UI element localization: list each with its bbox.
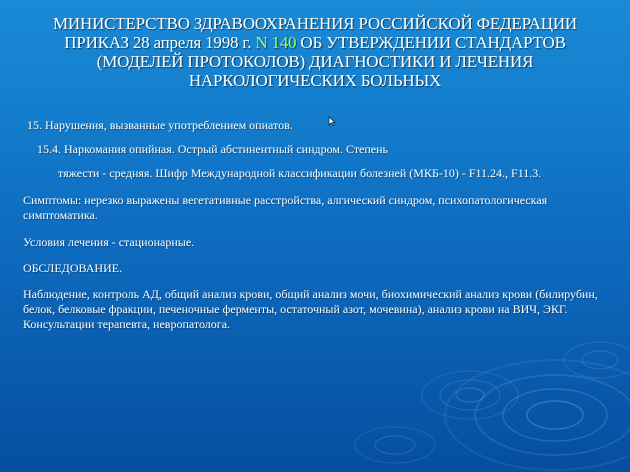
paragraph-examination-details: Наблюдение, контроль АД, общий анализ крови, общий анализ мочи, биохимический анализ крови (билирубин, белок, белковые фракции, печеночные ферменты, остаточный азот, мочевина), анализ крови на ВИЧ, ЭКГ. Консультации терапевта, невропатолога. — [23, 287, 598, 331]
paragraph-section-15-4: 15.4. Наркомания опийная. Острый абстинентный синдром. Степень — [37, 142, 389, 156]
order-number: N 140 — [255, 33, 297, 52]
title-text-start: МИНИСТЕРСТВО ЗДРАВООХРАНЕНИЯ РОССИЙСКОЙ ФЕДЕРАЦИИ ПРИКАЗ 28 апреля 1998 г. — [53, 14, 577, 52]
paragraph-examination-heading: ОБСЛЕДОВАНИЕ. — [23, 261, 123, 275]
paragraph-treatment-conditions: Условия лечения - стационарные. — [23, 235, 195, 249]
paragraph-section-15: 15. Нарушения, вызванные употреблением опиатов. — [27, 118, 293, 132]
paragraph-severity: тяжести - средняя. Шифр Международной классификации болезней (МКБ-10) - F11.24., F11.3. — [58, 166, 542, 180]
mouse-cursor-icon — [328, 116, 336, 126]
title-text-end: ОБ УТВЕРЖДЕНИИ СТАНДАРТОВ (МОДЕЛЕЙ ПРОТОКОЛОВ) ДИАГНОСТИКИ И ЛЕЧЕНИЯ НАРКОЛОГИЧЕСКИХ БОЛЬНЫХ — [96, 33, 566, 90]
slide-title — [20, 14, 610, 90]
paragraph-symptoms: Симптомы: нерезко выражены вегетативные расстройства, алгический синдром, психопатологическая симптоматика. — [23, 193, 548, 222]
